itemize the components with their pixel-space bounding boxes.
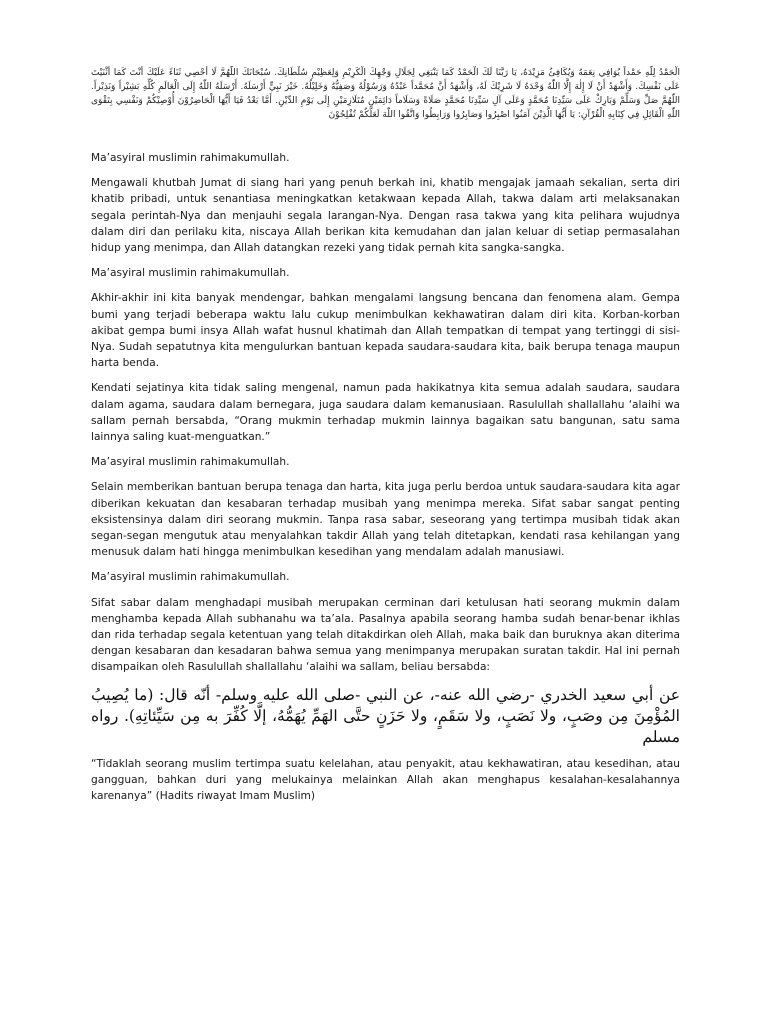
salutation-4: Ma’asyiral muslimin rahimakumullah. — [91, 571, 290, 584]
hadith-arabic-text: عن أبي سعيد الخدري -رضي الله عنه-، عن النبي -صلى الله عليه وسلم- أنّه قال: (ما يُصِيبُ المُؤْمِنَ مِن وصَبٍ، ولا نَصَبٍ، ولا سَقَمٍ، ولا حَزَنٍ حتَّى الهَمِّ يُهَمُّهُ، إلَّا كُفِّرَ به مِن سَيِّئاتِهِ). رواه مسلم — [91, 685, 680, 746]
paragraph-2: Akhir-akhir ini kita banyak mendengar, bahkan mengalami langsung bencana dan fenomena alam. Gempa bumi yang terjadi beberapa waktu lalu cukup menimbulkan kekhawatiran dalam diri kita. Korban-korban akibat gempa bumi insya Allah wafat husnul khatimah dan Allah tempatkan di tempat yang tertinggi di sisi-Nya. Sudah sepatutnya kita mengulurkan bantuan kepada saudara-saudara kita, baik berupa tenaga maupun harta benda. — [91, 292, 680, 370]
paragraph-5: Sifat sabar dalam menghadapi musibah merupakan cerminan dari ketulusan hati seorang mukmin dalam menghamba kepada Allah subhanahu wa ta’ala. Pasalnya apabila seorang hamba sudah benar-benar ikhlas dan rida terhadap segala ketentuan yang telah ditakdirkan oleh Allah, maka baik dan buruknya akan diterima dengan kesabaran dan kesadaran bahwa semua yang menimpanya merupakan suratan takdir. Hal ini pernah disampaikan oleh Rasulullah shallallahu ‘alaihi wa sallam, beliau bersabda: — [91, 596, 680, 674]
salutation-2: Ma’asyiral muslimin rahimakumullah. — [91, 267, 290, 280]
hadith-translation: “Tidaklah seorang muslim tertimpa suatu kelelahan, atau penyakit, atau kekhawatiran, atau kesedihan, atau gangguan, bahkan duri yang melukainya melainkan Allah akan menghapus kesalahan-kesalahannya karenanya” (Hadits riwayat Imam Muslim) — [91, 757, 680, 803]
paragraph-1: Mengawali khutbah Jumat di siang hari yang penuh berkah ini, khatib mengajak jamaah sekalian, serta diri khatib pribadi, untuk senantiasa meningkatkan ketakwaan kepada Allah, takwa dalam arti melaksanakan segala perintah-Nya dan menjauhi segala larangan-Nya. Dengan rasa takwa yang kita pelihara wujudnya dalam diri dan perilaku kita, niscaya Allah berikan kita kemudahan dan jalan keluar di setiap permasalahan hidup yang menimpa, dan Allah datangkan rezeki yang tidak pernah kita sangka-sangka. — [91, 177, 680, 255]
salutation-1: Ma’asyiral muslimin rahimakumullah. — [91, 152, 290, 164]
paragraph-4: Selain memberikan bantuan berupa tenaga dan harta, kita juga perlu berdoa untuk saudara-saudara kita agar diberikan kekuatan dan kesabaran terhadap musibah yang menimpa mereka. Sifat sabar sangat penting eksistensinya dalam diri seorang mukmin. Tanpa rasa sabar, seseorang yang tertimpa musibah tidak akan segan-segan mengutuk atau menyalahkan takdir Allah yang telah ditetapkan, kendati rasa kehilangan yang menusuk dalam hati hingga menimbulkan kesedihan yang mendalam adalah manusiawi. — [91, 481, 680, 559]
opening-arabic-text: الْحَمْدُ لِلّٰهِ حَمْداً يُوَافِي نِعَمَهُ وَيُكَافِئُ مَزِيْدَهُ، يَا رَبَّنَا لَكَ الْحَمْدُ كَمَا يَنْبَغِي لِجَلَالِ وَجْهِكَ الْكَرِيْمِ وَلِعَظِيْمِ سُلْطَانِكَ. سُبْحَانَكَ اللّٰهُمَّ لَا أُحْصِي ثَنَاءً عَلَيْكَ أَنْتَ كَمَا أَثْنَيْتَ عَلَى نَفْسِكَ. وَأَشْهَدُ أَنْ لَا إِلٰهَ إِلَّا اللّٰهُ وَحْدَهُ لَا شَرِيْكَ لَهُ، وَأَشْهَدُ أَنَّ مُحَمَّداً عَبْدُهُ وَرَسُوْلُهُ وَصَفِيُّهُ وَخَلِيْلُهُ. خَيْرَ نَبِيٍّ أَرْسَلَهُ. أَرْسَلَهُ اللّٰهُ إِلَى الْعَالَمِ كُلِّهِ بَشِيْراً وَنَذِيْراً. اللّٰهُمَّ صَلِّ وَسَلِّمْ وَبَارِكْ عَلَى سَيِّدِنَا مُحَمَّدٍ وَعَلَى آلِ سَيِّدِنَا مُحَمَّدٍ صَلَاةً وَسَلَاماً دَائِمَيْنِ مُتَلَازِمَيْنِ إِلَى يَوْمِ الدِّيْنِ. أَمَّا بَعْدُ فَيَا أَيُّهَا الْحَاضِرُوْنَ أُوْصِيْكُمْ وَنَفْسِي بِتَقْوَى اللّٰهِ الْقَائِلِ فِي كِتَابِهِ الْقُرْآنِ: يَا أَيُّهَا الَّذِيْنَ آمَنُوا اصْبِرُوا وَصَابِرُوا وَرَابِطُوا وَاتَّقُوا اللّٰهَ لَعَلَّكُمْ تُفْلِحُوْنَ — [91, 68, 680, 120]
salutation-3: Ma’asyiral muslimin rahimakumullah. — [91, 456, 290, 469]
paragraph-3: Kendati sejatinya kita tidak saling mengenal, namun pada hakikatnya kita semua adalah saudara, saudara dalam agama, saudara dalam bernegara, juga saudara dalam kemanusiaan. Rasulullah shallallahu ‘alaihi wa sallam pernah bersabda, “Orang mukmin terhadap mukmin lainnya bagaikan satu bangunan, satu sama lainnya saling kuat-menguatkan.” — [91, 382, 680, 444]
